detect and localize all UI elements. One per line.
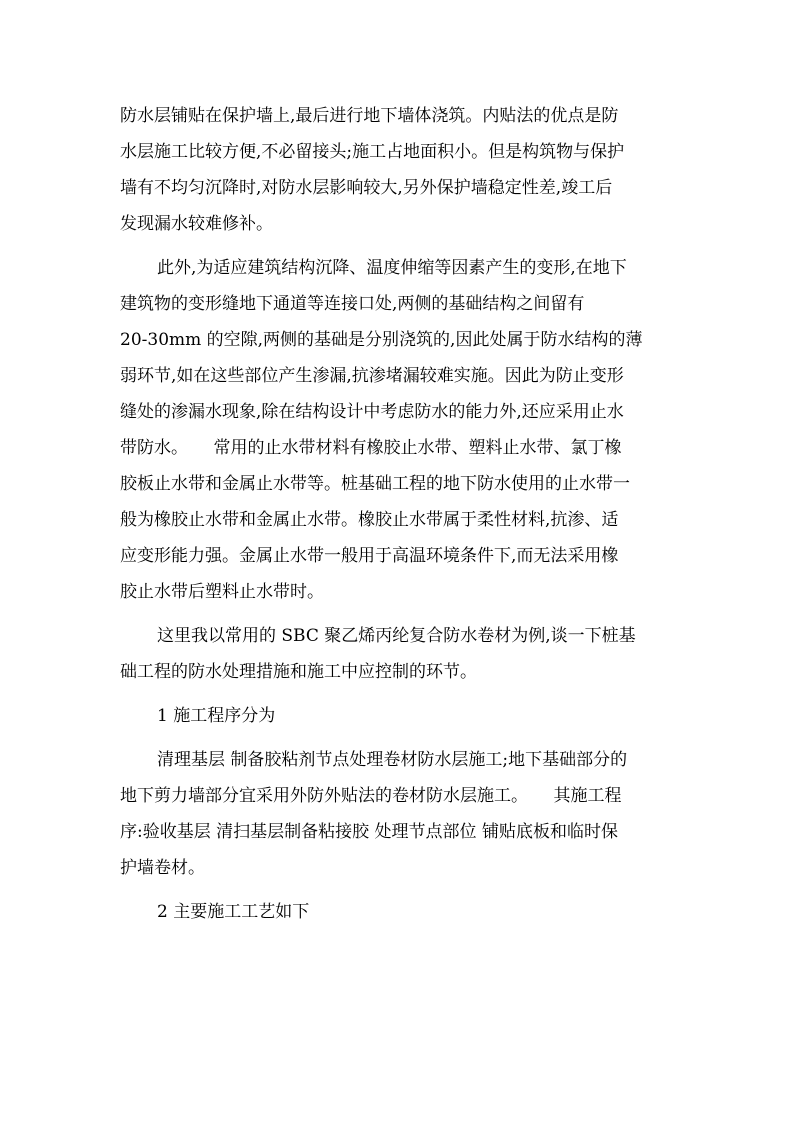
text-line: 墙有不均匀沉降时,对防水层影响较大,另外保护墙稳定性差,竣工后 [120, 178, 613, 198]
paragraph-waterstop [120, 250, 680, 610]
text-line: 地下剪力墙部分宜采用外防外贴法的卷材防水层施工。 其施工程 [120, 786, 622, 806]
text-line: 防水层铺贴在保护墙上,最后进行地下墙体浇筑。内贴法的优点是防 [120, 106, 619, 126]
text-line: 缝处的渗漏水现象,除在结构设计中考虑防水的能力外,还应采用止水 [120, 402, 624, 422]
text-line: 这里我以常用的 SBC 聚乙烯丙纶复合防水卷材为例,谈一下桩基 [157, 626, 636, 646]
text-line: 胶止水带后塑料止水带时。 [120, 582, 324, 602]
paragraph-gap [120, 242, 680, 250]
paragraph-gap [120, 610, 680, 618]
text-line: 弱环节,如在这些部位产生渗漏,抗渗堵漏较难实施。因此为防止变形 [120, 366, 624, 386]
text-line: 水层施工比较方便,不必留接头;施工占地面积小。但是构筑物与保护 [120, 142, 625, 162]
paragraph-gap [120, 690, 680, 698]
text-line: 础工程的防水处理措施和施工中应控制的环节。 [120, 662, 477, 682]
paragraph-gap [120, 886, 680, 894]
text-line: 应变形能力强。金属止水带一般用于高温环境条件下,而无法采用橡 [120, 546, 619, 566]
section-heading-2 [120, 894, 680, 930]
section-heading-1 [120, 698, 680, 734]
paragraph-sbc-example [120, 618, 680, 690]
text-line: 发现漏水较难修补。 [120, 214, 273, 234]
text-line: 带防水。 常用的止水带材料有橡胶止水带、塑料止水带、氯丁橡 [120, 438, 622, 458]
paragraph-construction-sequence [120, 742, 680, 886]
text-line: 2 主要施工工艺如下 [157, 902, 310, 922]
paragraph-gap [120, 734, 680, 742]
text-line: 此外,为适应建筑结构沉降、温度伸缩等因素产生的变形,在地下 [157, 258, 627, 278]
text-line: 建筑物的变形缝地下通道等连接口处,两侧的基础结构之间留有 [120, 294, 585, 314]
document-body [120, 98, 680, 930]
paragraph-inner-application-summary [120, 98, 680, 242]
text-line: 清理基层 制备胶粘剂节点处理卷材防水层施工;地下基础部分的 [157, 750, 628, 770]
text-line: 护墙卷材。 [120, 858, 205, 878]
text-line: 般为橡胶止水带和金属止水带。橡胶止水带属于柔性材料,抗渗、适 [120, 510, 619, 530]
text-line: 胶板止水带和金属止水带等。桩基础工程的地下防水使用的止水带一 [120, 474, 630, 494]
text-line: 序:验收基层 清扫基层制备粘接胶 处理节点部位 铺贴底板和临时保 [120, 822, 618, 842]
text-line: 20-30mm 的空隙,两侧的基础是分别浇筑的,因此处属于防水结构的薄 [120, 330, 643, 350]
text-line: 1 施工程序分为 [157, 706, 276, 726]
